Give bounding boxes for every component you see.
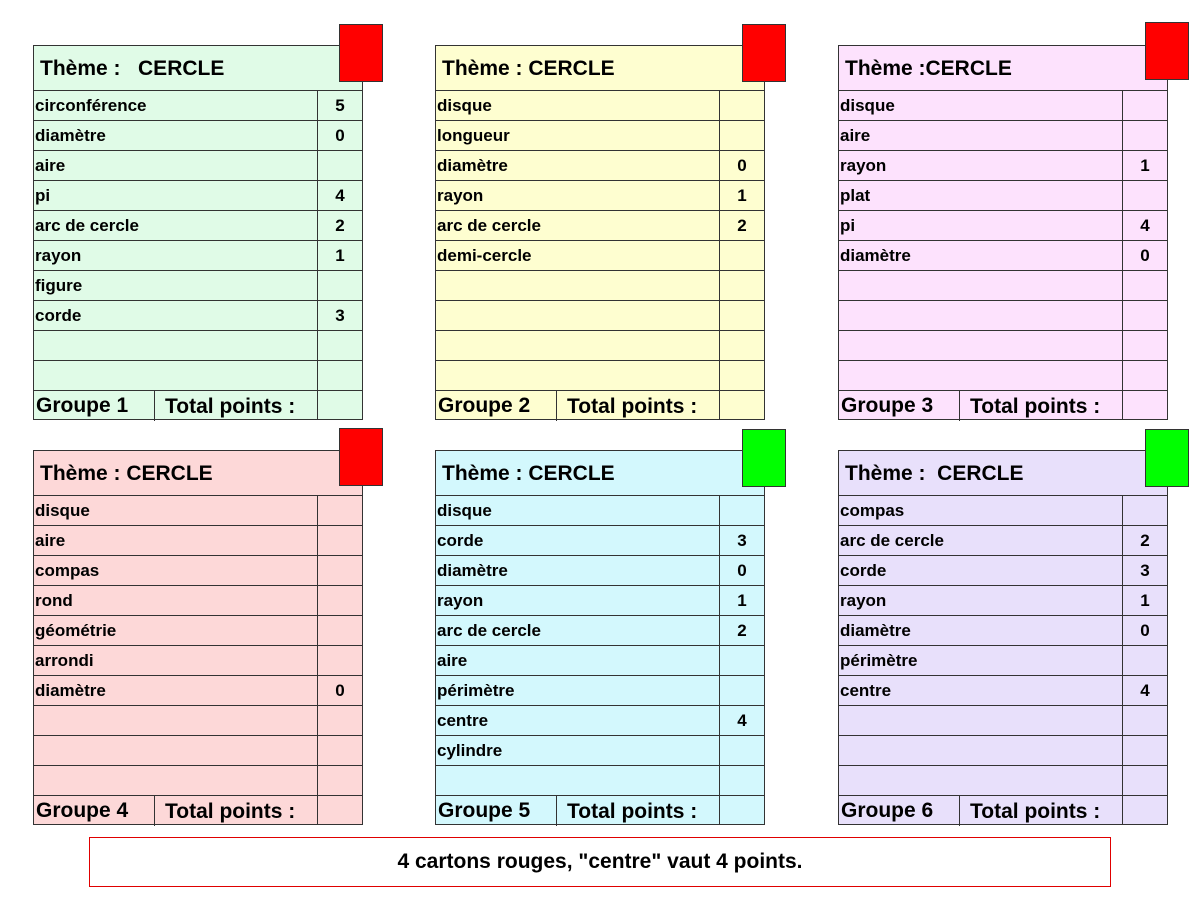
terms-table bbox=[34, 91, 362, 391]
points-cell bbox=[1123, 331, 1167, 360]
table-row bbox=[839, 301, 1167, 331]
points-cell bbox=[1123, 766, 1167, 795]
total-points-label: Total points : bbox=[567, 395, 698, 418]
points-cell: 3 bbox=[335, 306, 345, 325]
group-label: Groupe 4 bbox=[36, 799, 129, 822]
card-footer bbox=[34, 391, 362, 419]
table-row bbox=[436, 496, 764, 526]
term-cell: pi bbox=[35, 186, 51, 205]
table-row bbox=[436, 766, 764, 796]
table-row bbox=[436, 706, 764, 736]
total-points-label: Total points : bbox=[165, 395, 296, 418]
points-cell: 1 bbox=[737, 591, 747, 610]
points-cell bbox=[1123, 121, 1167, 150]
term-cell: aire bbox=[840, 126, 871, 145]
points-cell: 1 bbox=[1140, 156, 1150, 175]
points-cell bbox=[1123, 91, 1167, 120]
points-cell bbox=[720, 646, 764, 675]
table-row bbox=[34, 766, 362, 796]
card-footer bbox=[839, 796, 1167, 824]
group-card-4 bbox=[33, 450, 363, 825]
points-cell: 0 bbox=[1140, 246, 1150, 265]
points-cell bbox=[318, 736, 362, 765]
points-cell bbox=[720, 271, 764, 300]
group-label: Groupe 1 bbox=[36, 394, 129, 417]
red-card-flag bbox=[339, 428, 383, 486]
points-cell bbox=[720, 361, 764, 390]
points-cell: 2 bbox=[335, 216, 345, 235]
term-cell: figure bbox=[35, 276, 83, 295]
term-cell: aire bbox=[437, 651, 468, 670]
points-cell: 0 bbox=[737, 156, 747, 175]
table-row bbox=[839, 766, 1167, 796]
group-card-2 bbox=[435, 45, 765, 420]
table-row bbox=[839, 706, 1167, 736]
total-points-label: Total points : bbox=[970, 395, 1101, 418]
term-cell: cylindre bbox=[437, 741, 503, 760]
term-cell: disque bbox=[35, 501, 90, 520]
group-card-5 bbox=[435, 450, 765, 825]
term-cell: arc de cercle bbox=[437, 621, 541, 640]
points-cell: 0 bbox=[737, 561, 747, 580]
table-row bbox=[436, 616, 764, 646]
table-row bbox=[839, 211, 1167, 241]
red-card-flag bbox=[339, 24, 383, 82]
terms-table bbox=[436, 496, 764, 796]
table-row bbox=[436, 331, 764, 361]
points-cell bbox=[1123, 181, 1167, 210]
table-row bbox=[34, 556, 362, 586]
table-row bbox=[34, 586, 362, 616]
points-cell bbox=[318, 271, 362, 300]
points-cell: 4 bbox=[737, 711, 747, 730]
total-points-label: Total points : bbox=[165, 800, 296, 823]
card-footer bbox=[34, 796, 362, 824]
points-cell bbox=[720, 766, 764, 795]
card-header bbox=[839, 46, 1167, 91]
points-cell: 1 bbox=[737, 186, 747, 205]
total-points-label: Total points : bbox=[567, 800, 698, 823]
card-title: Thème : CERCLE bbox=[442, 57, 615, 80]
term-cell: périmètre bbox=[437, 681, 515, 700]
points-cell bbox=[318, 556, 362, 585]
term-cell: corde bbox=[840, 561, 887, 580]
card-header bbox=[34, 451, 362, 496]
table-row bbox=[839, 361, 1167, 391]
term-cell: longueur bbox=[437, 126, 510, 145]
term-cell: corde bbox=[35, 306, 82, 325]
term-cell: arc de cercle bbox=[840, 531, 944, 550]
card-header bbox=[436, 46, 764, 91]
points-cell: 4 bbox=[335, 186, 345, 205]
group-card-1 bbox=[33, 45, 363, 420]
term-cell: géométrie bbox=[35, 621, 117, 640]
table-row bbox=[436, 676, 764, 706]
term-cell: rayon bbox=[437, 591, 484, 610]
card-title: Thème : CERCLE bbox=[40, 57, 225, 80]
points-cell: 0 bbox=[335, 126, 345, 145]
term-cell: arc de cercle bbox=[437, 216, 541, 235]
table-row bbox=[34, 361, 362, 391]
table-row bbox=[839, 646, 1167, 676]
table-row bbox=[34, 241, 362, 271]
term-cell: pi bbox=[840, 216, 856, 235]
points-cell bbox=[720, 736, 764, 765]
term-cell: diamètre bbox=[840, 246, 911, 265]
term-cell: aire bbox=[35, 531, 66, 550]
table-row bbox=[34, 676, 362, 706]
table-row bbox=[436, 556, 764, 586]
points-cell bbox=[720, 496, 764, 525]
table-row bbox=[34, 271, 362, 301]
total-points-label: Total points : bbox=[970, 800, 1101, 823]
points-cell bbox=[1123, 736, 1167, 765]
table-row bbox=[839, 676, 1167, 706]
points-cell bbox=[1123, 301, 1167, 330]
points-cell: 3 bbox=[737, 531, 747, 550]
points-cell bbox=[318, 361, 362, 390]
table-row bbox=[839, 556, 1167, 586]
points-cell bbox=[318, 496, 362, 525]
footer-divider bbox=[959, 391, 960, 421]
table-row bbox=[436, 361, 764, 391]
points-cell: 2 bbox=[737, 621, 747, 640]
table-row bbox=[839, 271, 1167, 301]
points-cell bbox=[720, 301, 764, 330]
group-label: Groupe 5 bbox=[438, 799, 531, 822]
table-row bbox=[436, 211, 764, 241]
points-cell: 1 bbox=[335, 246, 345, 265]
term-cell: disque bbox=[437, 501, 492, 520]
term-cell: diamètre bbox=[35, 126, 106, 145]
term-cell: plat bbox=[840, 186, 871, 205]
points-cell bbox=[720, 331, 764, 360]
table-row bbox=[839, 496, 1167, 526]
card-title: Thème :CERCLE bbox=[845, 57, 1012, 80]
table-row bbox=[34, 211, 362, 241]
footer-divider bbox=[556, 391, 557, 421]
term-cell: rayon bbox=[840, 156, 887, 175]
card-header bbox=[436, 451, 764, 496]
points-cell bbox=[720, 241, 764, 270]
points-cell bbox=[318, 526, 362, 555]
term-cell: diamètre bbox=[437, 561, 508, 580]
term-cell: rayon bbox=[437, 186, 484, 205]
table-row bbox=[436, 586, 764, 616]
table-row bbox=[436, 301, 764, 331]
term-cell: arc de cercle bbox=[35, 216, 139, 235]
table-row bbox=[839, 616, 1167, 646]
points-cell bbox=[720, 91, 764, 120]
term-cell: périmètre bbox=[840, 651, 918, 670]
table-row bbox=[34, 526, 362, 556]
term-cell: diamètre bbox=[35, 681, 106, 700]
term-cell: centre bbox=[437, 711, 489, 730]
card-header bbox=[34, 46, 362, 91]
term-cell: diamètre bbox=[840, 621, 911, 640]
table-row bbox=[436, 151, 764, 181]
table-row bbox=[839, 736, 1167, 766]
group-label: Groupe 6 bbox=[841, 799, 934, 822]
table-row bbox=[34, 181, 362, 211]
group-label: Groupe 2 bbox=[438, 394, 531, 417]
term-cell: aire bbox=[35, 156, 66, 175]
table-row bbox=[436, 526, 764, 556]
term-cell: centre bbox=[840, 681, 892, 700]
points-cell: 5 bbox=[335, 96, 345, 115]
card-title: Thème : CERCLE bbox=[40, 462, 213, 485]
table-row bbox=[436, 181, 764, 211]
table-row bbox=[839, 151, 1167, 181]
table-row bbox=[34, 616, 362, 646]
table-row bbox=[34, 91, 362, 121]
terms-table bbox=[839, 496, 1167, 796]
table-row bbox=[839, 241, 1167, 271]
table-row bbox=[436, 121, 764, 151]
table-row bbox=[436, 736, 764, 766]
points-cell bbox=[318, 151, 362, 180]
red-card-flag bbox=[1145, 22, 1189, 80]
points-cell bbox=[318, 706, 362, 735]
card-footer bbox=[839, 391, 1167, 419]
table-row bbox=[839, 586, 1167, 616]
footer-divider bbox=[959, 796, 960, 826]
points-cell bbox=[318, 766, 362, 795]
red-card-flag bbox=[742, 24, 786, 82]
term-cell: compas bbox=[840, 501, 905, 520]
term-cell: rayon bbox=[840, 591, 887, 610]
term-cell: rayon bbox=[35, 246, 82, 265]
table-row bbox=[839, 181, 1167, 211]
points-cell: 3 bbox=[1140, 561, 1150, 580]
table-row bbox=[34, 151, 362, 181]
group-card-6 bbox=[838, 450, 1168, 825]
table-row bbox=[436, 271, 764, 301]
points-cell bbox=[318, 646, 362, 675]
points-cell bbox=[1123, 271, 1167, 300]
points-cell bbox=[1123, 706, 1167, 735]
group-label: Groupe 3 bbox=[841, 394, 934, 417]
footer-divider bbox=[556, 796, 557, 826]
card-header bbox=[839, 451, 1167, 496]
card-footer bbox=[436, 796, 764, 824]
points-cell bbox=[720, 121, 764, 150]
green-card-flag bbox=[1145, 429, 1189, 487]
points-cell: 2 bbox=[1140, 531, 1150, 550]
points-cell: 4 bbox=[1140, 216, 1150, 235]
table-row bbox=[436, 91, 764, 121]
table-row bbox=[839, 331, 1167, 361]
table-row bbox=[34, 736, 362, 766]
points-cell: 0 bbox=[1140, 621, 1150, 640]
table-row bbox=[34, 331, 362, 361]
footer-divider bbox=[154, 796, 155, 826]
table-row bbox=[34, 301, 362, 331]
group-card-3 bbox=[838, 45, 1168, 420]
term-cell: disque bbox=[437, 96, 492, 115]
points-cell bbox=[318, 616, 362, 645]
term-cell: circonférence bbox=[35, 96, 147, 115]
term-cell: rond bbox=[35, 591, 73, 610]
table-row bbox=[436, 646, 764, 676]
points-cell: 4 bbox=[1140, 681, 1150, 700]
table-row bbox=[34, 496, 362, 526]
term-cell: arrondi bbox=[35, 651, 94, 670]
table-row bbox=[34, 646, 362, 676]
card-title: Thème : CERCLE bbox=[845, 462, 1024, 485]
terms-table bbox=[436, 91, 764, 391]
table-row bbox=[34, 706, 362, 736]
points-cell bbox=[318, 331, 362, 360]
green-card-flag bbox=[742, 429, 786, 487]
table-row bbox=[839, 121, 1167, 151]
points-cell bbox=[1123, 496, 1167, 525]
points-cell: 2 bbox=[737, 216, 747, 235]
term-cell: compas bbox=[35, 561, 100, 580]
term-cell: demi-cercle bbox=[437, 246, 532, 265]
table-row bbox=[34, 121, 362, 151]
term-cell: disque bbox=[840, 96, 895, 115]
card-title: Thème : CERCLE bbox=[442, 462, 615, 485]
points-cell bbox=[318, 586, 362, 615]
footer-divider bbox=[154, 391, 155, 421]
table-row bbox=[436, 241, 764, 271]
points-cell bbox=[1123, 646, 1167, 675]
points-cell: 1 bbox=[1140, 591, 1150, 610]
table-row bbox=[839, 526, 1167, 556]
term-cell: corde bbox=[437, 531, 484, 550]
term-cell: diamètre bbox=[437, 156, 508, 175]
terms-table bbox=[839, 91, 1167, 391]
table-row bbox=[839, 91, 1167, 121]
summary-note: 4 cartons rouges, "centre" vaut 4 points. bbox=[89, 837, 1111, 887]
card-footer bbox=[436, 391, 764, 419]
points-cell: 0 bbox=[335, 681, 345, 700]
terms-table bbox=[34, 496, 362, 796]
points-cell bbox=[720, 676, 764, 705]
points-cell bbox=[1123, 361, 1167, 390]
